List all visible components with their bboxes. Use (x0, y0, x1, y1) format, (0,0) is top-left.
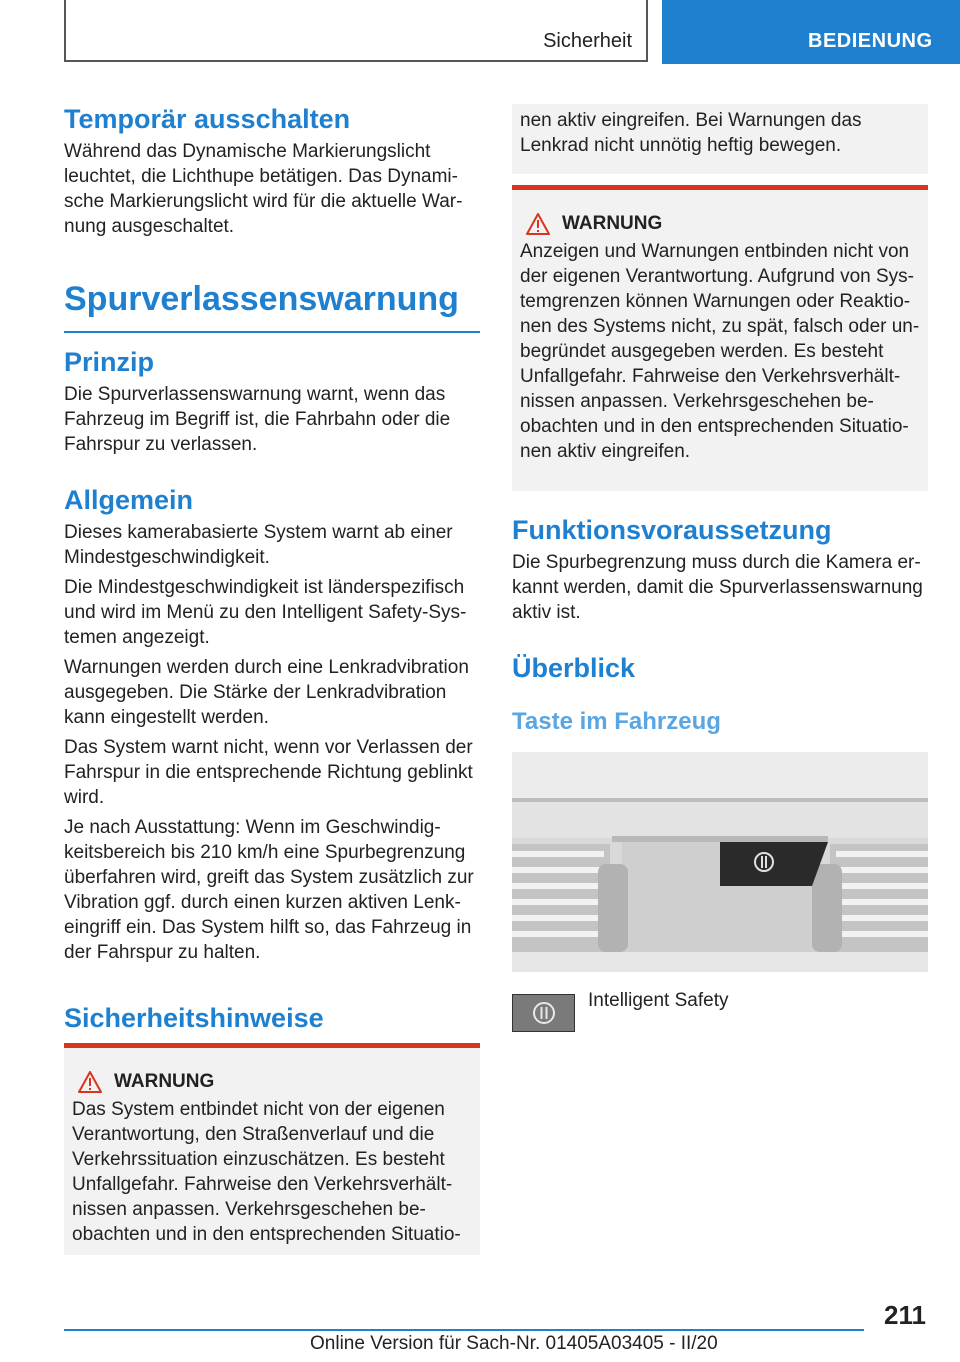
prinzip-heading: Prinzip (64, 347, 155, 377)
allgemein-paragraph-5: Je nach Ausstattung: Wenn im Geschwindig-keitsbereich bis 210 km/h eine Spurbegrenzung überfahren wird, greift das System zusätzlich zur Vibration ggf. durch einen kurzen aktiven Lenk-eingriff ein. Das System hilft so, das Fahrzeug in der Fahrspur zu halten. (64, 817, 474, 963)
funktionsvoraussetzung-heading: Funktionsvoraussetzung (512, 515, 832, 545)
section-funktionsvoraussetzung (512, 514, 928, 630)
intelligent-safety-icon (531, 1000, 557, 1026)
allgemein-paragraph-4: Das System warnt nicht, wenn vor Verlassen der Fahrspur in die entsprechende Richtung geblinkt wird. (64, 737, 473, 808)
warning-title-row (526, 213, 920, 235)
warning-text: Das System entbindet nicht von der eigenen Verantwortung, den Straßenverlauf und die Verkehrssituation einzuschätzen. Es besteht Unfallgefahr. Fahrweise den Verkehrsverhält-nissen anpassen. Verkehrsgeschehen be-obachten und in den entsprechenden Situatio- (72, 1099, 461, 1245)
taste-heading: Taste im Fahrzeug (512, 708, 721, 735)
section-allgemein (64, 484, 480, 970)
vehicle-button-photo (512, 752, 928, 972)
warning-continuation-text: nen aktiv eingreifen. Bei Warnungen das Lenkrad nicht unnötig heftig bewegen. (520, 110, 862, 156)
warning-triangle-icon (526, 213, 550, 235)
warning-box-1 (64, 1043, 480, 1255)
header-chapter-tab[interactable] (662, 0, 960, 64)
section-taste (512, 706, 928, 738)
prinzip-text: Die Spurverlassenswarnung warnt, wenn das Fahrzeug im Begriff ist, die Fahrbahn oder die Fahrspur zu verlassen. (64, 384, 451, 455)
warning-bar (64, 1043, 480, 1048)
allgemein-paragraph-2: Die Mindestgeschwindigkeit ist länderspezifisch und wird im Menü zu den Intelligent Safety-Sys-temen angezeigt. (64, 577, 467, 648)
sicherheitshinweise-heading: Sicherheitshinweise (64, 1003, 324, 1033)
footer-online-version: Online Version für Sach-Nr. 01405A03405 - II/20 (310, 1333, 718, 1354)
allgemein-paragraph-3: Warnungen werden durch eine Lenkradvibration ausgegeben. Die Stärke der Lenkradvibration kann eingestellt werden. (64, 657, 469, 728)
section-sicherheitshinweise (64, 1002, 480, 1038)
warning-title-row (78, 1071, 472, 1093)
section-prinzip (64, 346, 480, 462)
warning-title: WARNUNG (562, 213, 663, 234)
page-number: 211 (884, 1300, 926, 1330)
warning-text: Anzeigen und Warnungen entbinden nicht von der eigenen Verantwortung. Aufgrund von Sys-temgrenzen können Warnungen oder Reaktio-nen des Systems nicht, zu spät, falsch oder un-begründet ausgegeben werden. Es besteht Unfallgefahr. Fahrweise den Verkehrsverhält-nissen anpassen. Verkehrsgeschehen be-obachten und in den entsprechenden Situatio-nen aktiv eingreifen. (520, 241, 920, 462)
intelligent-safety-label: Intelligent Safety (588, 990, 729, 1011)
vehicle-dashboard-illustration (512, 752, 928, 972)
warning-bar (512, 185, 928, 190)
intelligent-safety-button-icon (512, 994, 575, 1032)
ueberblick-heading: Überblick (512, 653, 636, 683)
funktionsvoraussetzung-text: Die Spurbegrenzung muss durch die Kamera er-kannt werden, damit die Spurverlassenswarnung aktiv ist. (512, 552, 923, 623)
allgemein-heading: Allgemein (64, 485, 194, 515)
warning-title: WARNUNG (114, 1071, 215, 1092)
header-chapter-title: BEDIENUNG (808, 30, 933, 52)
warning-continuation (512, 104, 928, 174)
temporaer-heading: Temporär ausschalten (64, 104, 351, 134)
allgemein-paragraph-1: Dieses kamerabasierte System warnt ab einer Mindestgeschwindigkeit. (64, 522, 453, 568)
section-ueberblick (512, 652, 928, 688)
footer-rule (64, 1329, 864, 1331)
warning-box-2 (512, 185, 928, 491)
warning-triangle-icon (78, 1071, 102, 1093)
header-section-title: Sicherheit (543, 30, 632, 52)
page-title: Spurverlassenswarnung (64, 280, 480, 333)
header-section-box (64, 0, 648, 62)
temporaer-text: Während das Dynamische Markierungslicht leuchtet, die Lichthupe betätigen. Das Dynami-sche Markierungslicht wird für die aktuelle War-nung ausgeschaltet. (64, 141, 463, 237)
section-temporaer (64, 103, 480, 244)
